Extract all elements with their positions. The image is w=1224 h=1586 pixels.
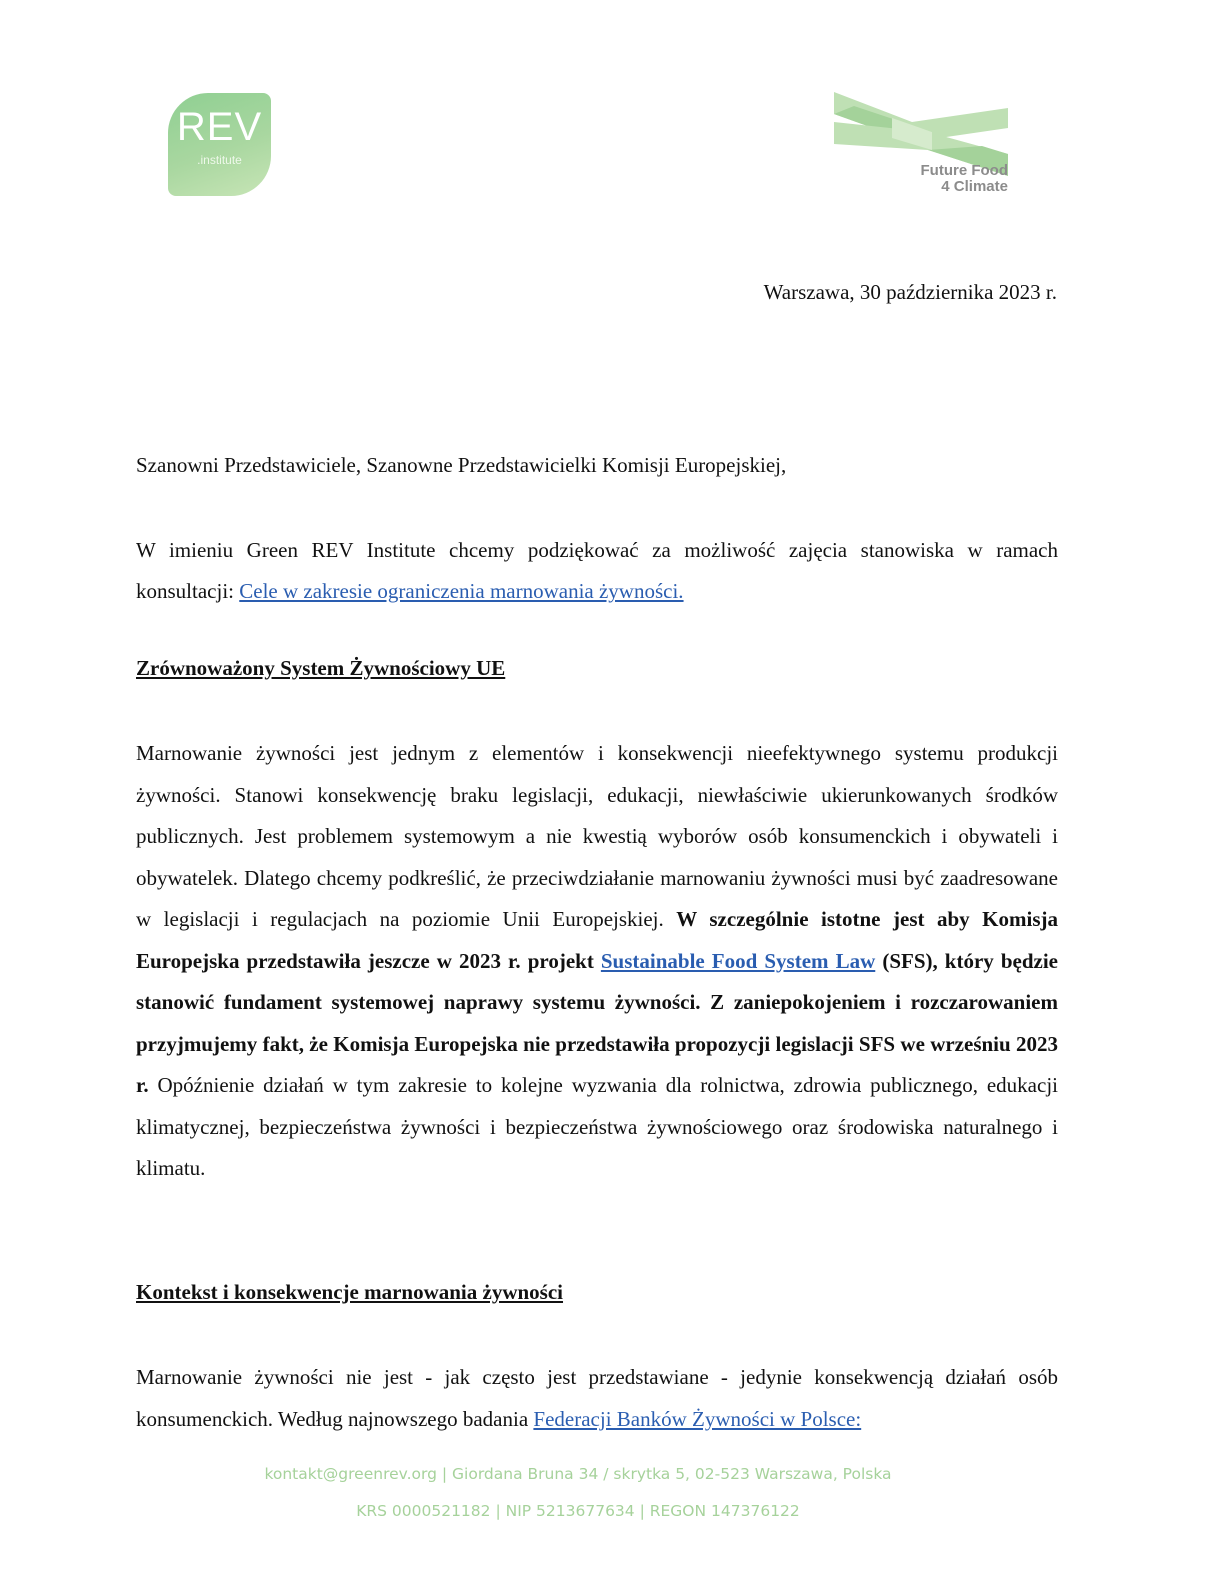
salutation: Szanowni Przedstawiciele, Szanowne Przedstawicielki Komisji Europejskiej,: [136, 453, 787, 477]
rev-institute-logo: [168, 93, 271, 196]
future-food-line2: 4 Climate: [941, 178, 1008, 195]
section-heading-sustainable-food-system: Zrównoważony System Żywnościowy UE: [136, 656, 506, 680]
section1-text-start: Marnowanie żywności jest jednym z elementów i konsekwencji nieefektywnego systemu produkcji żywności. Stanowi konsekwencję braku legislacji, edukacji, niewłaściwie ukierunkowanych środków publicznych. Jest problemem systemowym a nie kwestią wyborów osób konsumenckich i obywateli i obywatelek. Dlatego chcemy podkreślić, że przeciwdziałanie marnowaniu żywności musi być zaadresowane w legislacji i regulacjach na poziomie Unii Europejskiej.: [136, 741, 1058, 931]
section-heading-food-waste-context: Kontekst i konsekwencje marnowania żywności: [136, 1280, 564, 1304]
rev-logo-text: REV: [176, 105, 263, 149]
footer-registration: KRS 0000521182 | NIP 5213677634 | REGON 147376122: [356, 1502, 800, 1520]
section1-paragraph: [136, 733, 1058, 1190]
section1-bold-part2: (SFS), który będzie stanowić fundament systemowej naprawy systemu żywności. Z zaniepokojeniem i rozczarowaniem przyjmujemy fakt, że Komisja Europejska nie przedstawiła propozycji legislacji SFS we wrześniu 2023 r.: [136, 948, 1059, 1097]
future-food-logo-text: [921, 163, 1008, 195]
sfs-law-link[interactable]: Sustainable Food System Law: [600, 948, 876, 973]
section2-text-start: Marnowanie żywności nie jest - jak często jest przedstawiane - jedynie konsekwencją działań osób konsumenckich. Według najnowszego badania: [136, 1365, 1058, 1431]
section1-text-end: Opóźnienie działań w tym zakresie to kolejne wyzwania dla rolnictwa, zdrowia publicznego, edukacji klimatycznej, bezpieczeństwa żywności i bezpieczeństwa żywnościowego oraz środowiska naturalnego i klimatu.: [136, 1073, 1058, 1180]
section1-bold-part1: W szczególnie istotne jest aby Komisja Europejska przedstawiła jeszcze w 2023 r. projekt: [136, 907, 1058, 973]
section1-bold-statement: [136, 907, 1058, 1097]
consultation-link[interactable]: Cele w zakresie ograniczenia marnowania żywności.: [239, 579, 684, 603]
intro-text: W imieniu Green REV Institute chcemy podziękować za możliwość zajęcia stanowiska w ramach konsultacji:: [136, 538, 1058, 603]
section2-paragraph: [136, 1357, 1058, 1440]
letter-date: Warszawa, 30 października 2023 r.: [763, 280, 1057, 304]
footer-contact: kontakt@greenrev.org | Giordana Bruna 34 / skrytka 5, 02-523 Warszawa, Polska: [264, 1465, 892, 1483]
rev-logo-subtext: .institute: [197, 153, 242, 167]
future-food-line1: Future Food: [920, 162, 1008, 179]
intro-paragraph: [136, 530, 1058, 612]
food-banks-federation-link[interactable]: Federacji Banków Żywności w Polsce:: [533, 1406, 862, 1431]
